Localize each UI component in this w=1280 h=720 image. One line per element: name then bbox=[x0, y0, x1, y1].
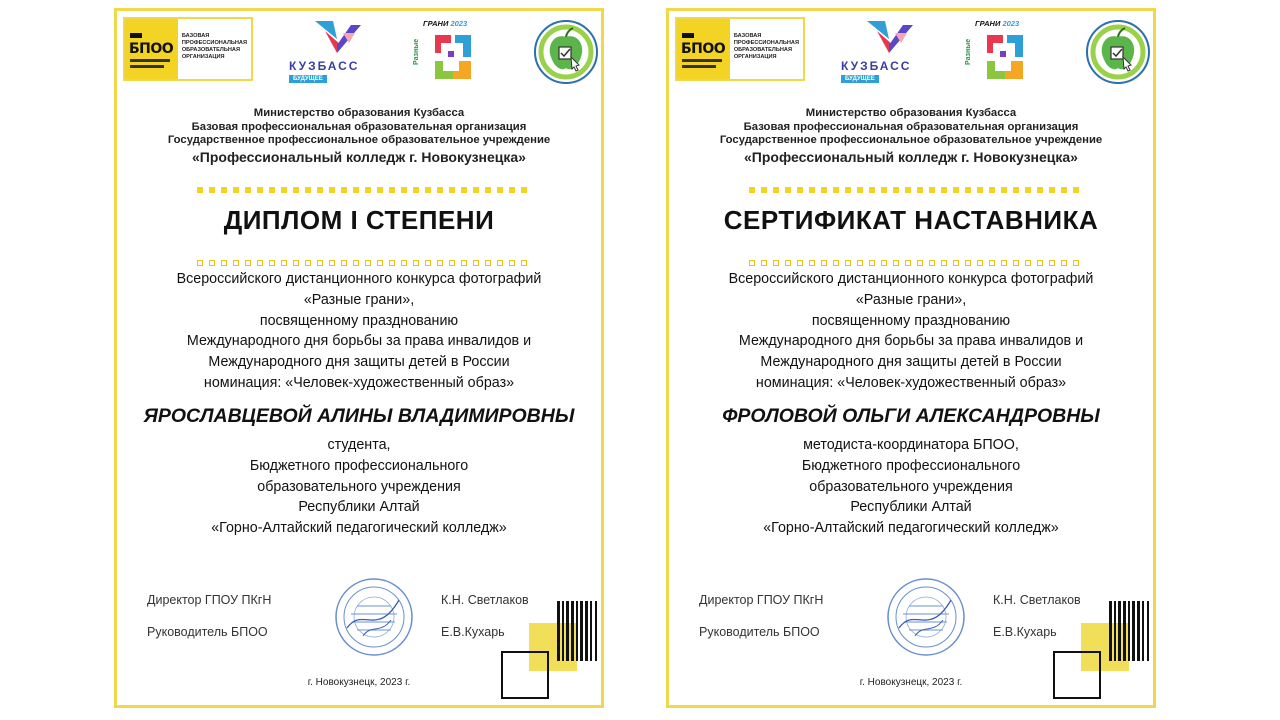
director-label: Директор ГПОУ ПКгН bbox=[147, 593, 272, 607]
bpoo-logo: БПОО БАЗОВАЯ ПРОФЕССИОНАЛЬНАЯ ОБРАЗОВАТЕЛЬНАЯ ОРГАНИЗАЦИЯ bbox=[123, 17, 253, 81]
director-name: К.Н. Светлаков bbox=[993, 593, 1081, 607]
bpoo-logo-text: БАЗОВАЯ ПРОФЕССИОНАЛЬНАЯ ОБРАЗОВАТЕЛЬНАЯ ОРГАНИЗАЦИЯ bbox=[181, 33, 247, 60]
kuzbass-logo: КУЗБАСС БУДУЩЕЕ bbox=[285, 17, 385, 87]
diploma-certificate bbox=[114, 8, 604, 708]
header-block: Министерство образования Кузбасса Базовая профессиональная образовательная организация Государственное профессиональное образовательное учреждение «Профессиональный колледж г. Новокузнецка» bbox=[167, 107, 551, 165]
kuzbass-logo: КУЗБАСС БУДУЩЕЕ bbox=[837, 17, 937, 87]
head-label: Руководитель БПОО bbox=[147, 625, 268, 639]
mentor-certificate bbox=[666, 8, 1156, 708]
dot-divider-top bbox=[749, 187, 1079, 193]
dot-divider-bottom bbox=[749, 260, 1079, 266]
director-name: К.Н. Светлаков bbox=[441, 593, 529, 607]
recipient-organization: студента, Бюджетного профессионального образовательного учреждения Республики Алтай «Горно-Алтайский педагогический колледж» bbox=[211, 437, 507, 537]
dot-divider-bottom bbox=[197, 260, 527, 266]
head-label: Руководитель БПОО bbox=[699, 625, 820, 639]
document-title: ДИПЛОМ I СТЕПЕНИ bbox=[223, 205, 495, 235]
recipient-organization: методиста-координатора БПОО, Бюджетного профессионального образовательного учреждения Республики Алтай «Горно-Алтайский педагогический колледж» bbox=[763, 437, 1059, 537]
city-year: г. Новокузнецк, 2023 г. bbox=[307, 677, 411, 688]
head-name: Е.В.Кухарь bbox=[993, 625, 1057, 639]
decor-stripes bbox=[557, 601, 597, 661]
city-year: г. Новокузнецк, 2023 г. bbox=[859, 677, 963, 688]
official-stamp bbox=[333, 576, 415, 658]
official-stamp bbox=[885, 576, 967, 658]
head-name: Е.В.Кухарь bbox=[441, 625, 505, 639]
document-title: СЕРТИФИКАТ НАСТАВНИКА bbox=[723, 205, 1099, 235]
grani-logo: ГРАНИ 2023 Разные bbox=[413, 17, 483, 87]
decor-outline-square bbox=[1053, 651, 1101, 699]
director-label: Директор ГПОУ ПКгН bbox=[699, 593, 824, 607]
recipient-name: ЯРОСЛАВЦЕВОЙ АЛИНЫ ВЛАДИМИРОВНЫ bbox=[143, 405, 575, 427]
apple-emblem-icon bbox=[533, 19, 599, 85]
recipient-name: ФРОЛОВОЙ ОЛЬГИ АЛЕКСАНДРОВНЫ bbox=[722, 405, 1100, 427]
apple-emblem-icon bbox=[1085, 19, 1151, 85]
bpoo-logo-text: БАЗОВАЯ ПРОФЕССИОНАЛЬНАЯ ОБРАЗОВАТЕЛЬНАЯ ОРГАНИЗАЦИЯ bbox=[733, 33, 799, 60]
decor-outline-square bbox=[501, 651, 549, 699]
contest-description: Всероссийского дистанционного конкурса фотографий «Разные грани», посвященному празднованию Международного дня борьбы за права инвалидов и Международного дня защиты детей в России номинация: «Человек-художественный образ» bbox=[176, 271, 542, 391]
contest-description: Всероссийского дистанционного конкурса фотографий «Разные грани», посвященному празднованию Международного дня борьбы за права инвалидов и Международного дня защиты детей в России номинация: «Человек-художественный образ» bbox=[728, 271, 1094, 391]
bpoo-logo: БПОО БАЗОВАЯ ПРОФЕССИОНАЛЬНАЯ ОБРАЗОВАТЕЛЬНАЯ ОРГАНИЗАЦИЯ bbox=[675, 17, 805, 81]
dot-divider-top bbox=[197, 187, 527, 193]
header-block: Министерство образования Кузбасса Базовая профессиональная образовательная организация Государственное профессиональное образовательное учреждение «Профессиональный колледж г. Новокузнецка» bbox=[719, 107, 1103, 165]
decor-stripes bbox=[1109, 601, 1149, 661]
grani-logo: ГРАНИ 2023 Разные bbox=[965, 17, 1035, 87]
